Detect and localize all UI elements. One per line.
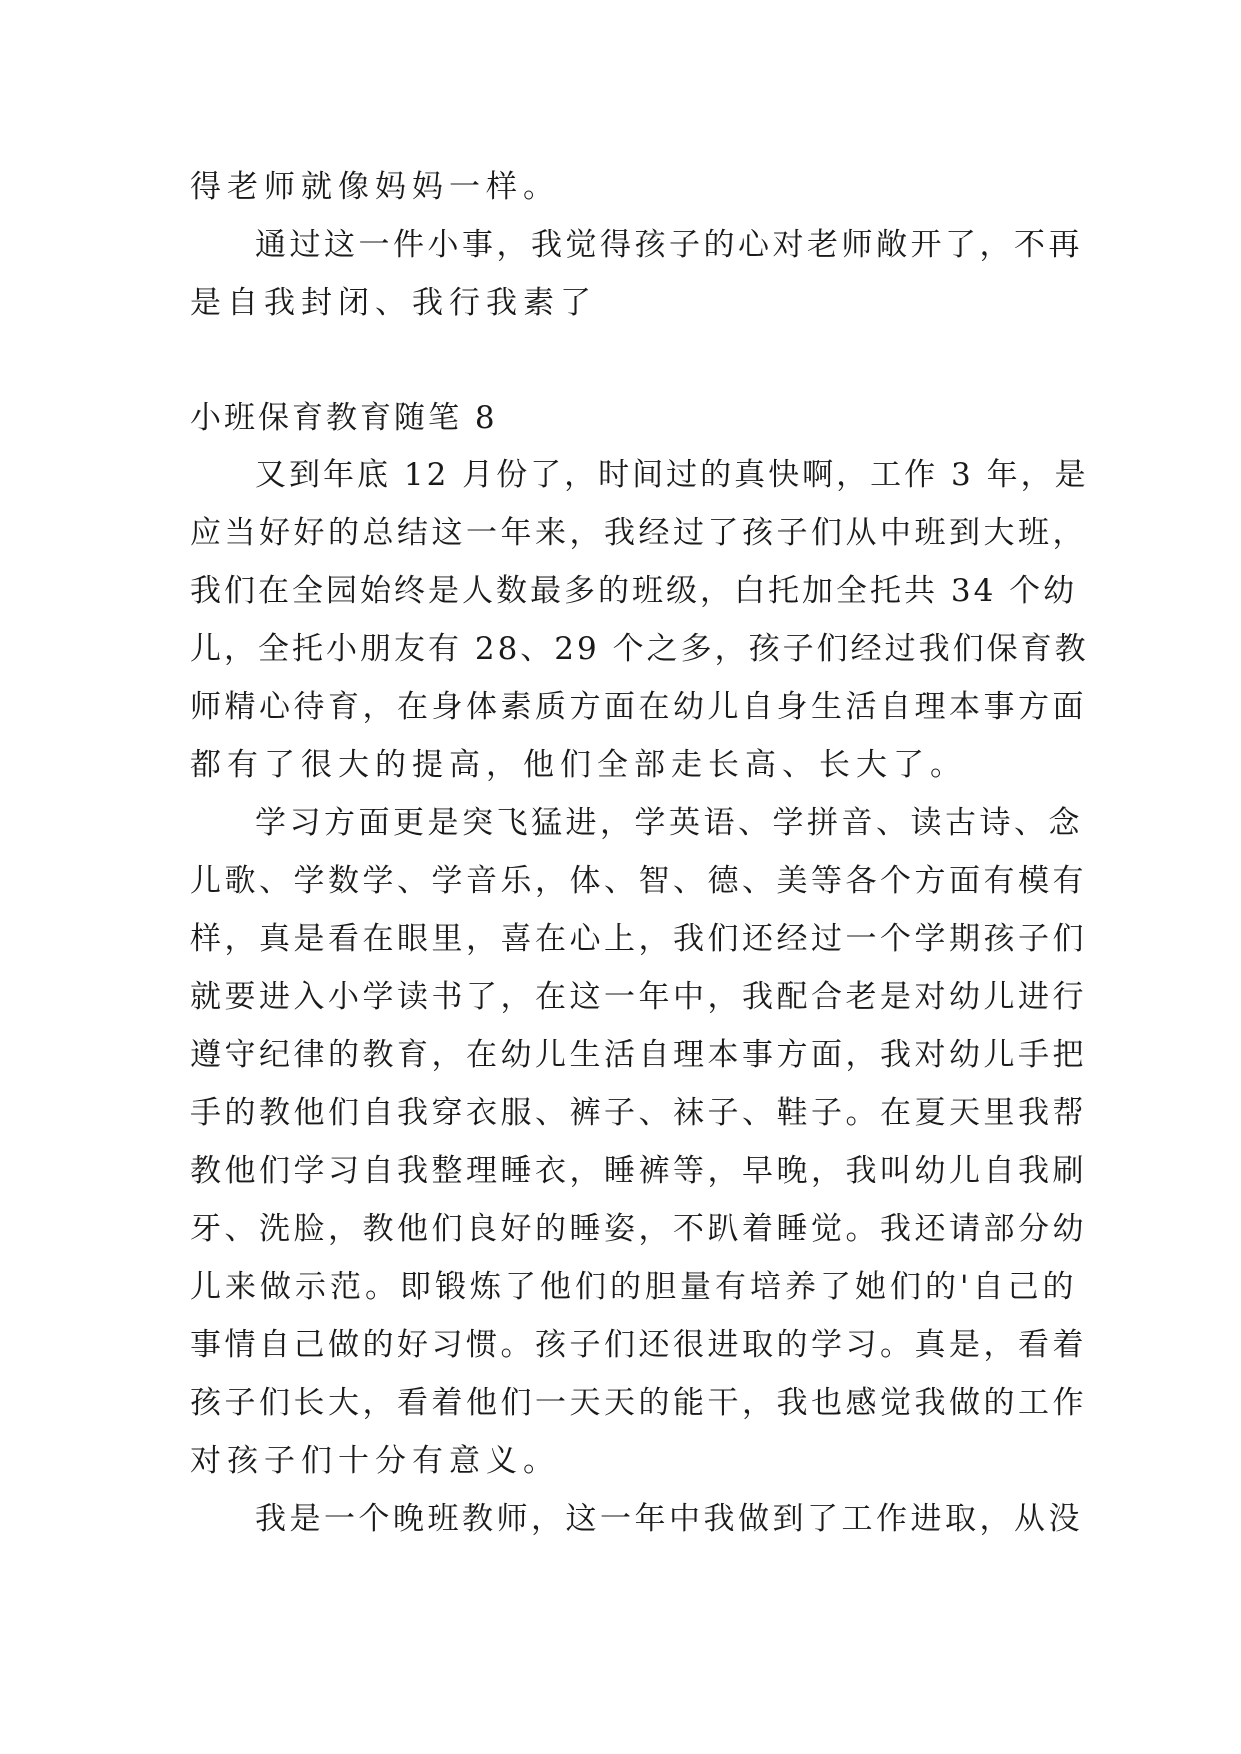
text-line: 就要进入小学读书了，在这一年中，我配合老是对幼儿进行 (190, 979, 1087, 1015)
text-line: 遵守纪律的教育，在幼儿生活自理本事方面，我对幼儿手把 (190, 1037, 1087, 1073)
text-line: 儿，全托小朋友有 28、29 个之多，孩子们经过我们保育教 (190, 631, 1089, 667)
text-line: 学习方面更是突飞猛进，学英语、学拼音、读古诗、念 (255, 805, 1083, 841)
text-line: 教他们学习自我整理睡衣，睡裤等，早晚，我叫幼儿自我刷 (190, 1153, 1087, 1189)
text-line: 手的教他们自我穿衣服、裤子、袜子、鞋子。在夏天里我帮 (190, 1095, 1087, 1131)
text-line: 我是一个晚班教师，这一年中我做到了工作进取，从没 (255, 1501, 1083, 1537)
text-line: 对孩子们十分有意义。 (190, 1443, 560, 1479)
text-line: 又到年底 12 月份了，时间过的真快啊，工作 3 年，是 (255, 457, 1089, 493)
text-line: 我们在全园始终是人数最多的班级，白托加全托共 34 个幼 (190, 573, 1078, 609)
text-line: 样，真是看在眼里，喜在心上，我们还经过一个学期孩子们 (190, 921, 1087, 957)
text-line: 儿歌、学数学、学音乐，体、智、德、美等各个方面有模有 (190, 863, 1087, 899)
text-line: 师精心待育，在身体素质方面在幼儿自身生活自理本事方面 (190, 689, 1087, 725)
text-line: 应当好好的总结这一年来，我经过了孩子们从中班到大班， (190, 515, 1087, 551)
text-line: 是自我封闭、我行我素了 (190, 285, 597, 321)
text-line: 通过这一件小事，我觉得孩子的心对老师敞开了，不再 (255, 227, 1083, 263)
section-title: 小班保育教育随笔 8 (190, 400, 498, 436)
text-line: 孩子们长大，看着他们一天天的能干，我也感觉我做的工作 (190, 1385, 1087, 1421)
text-line: 儿来做示范。即锻炼了他们的胆量有培养了她们的'自己的 (190, 1269, 1078, 1305)
text-line: 得老师就像妈妈一样。 (190, 169, 560, 205)
text-line: 都有了很大的提高，他们全部走长高、长大了。 (190, 747, 967, 783)
text-line: 事情自己做的好习惯。孩子们还很进取的学习。真是，看着 (190, 1327, 1087, 1363)
text-line: 牙、洗脸，教他们良好的睡姿，不趴着睡觉。我还请部分幼 (190, 1211, 1087, 1247)
